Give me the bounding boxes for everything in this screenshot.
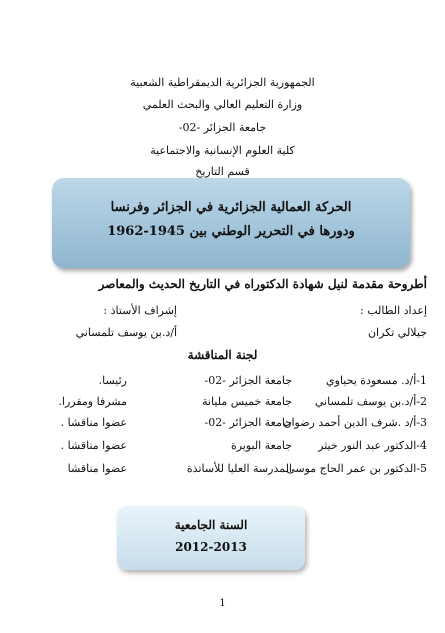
academic-year-label: السنة الجامعية [174, 518, 248, 532]
committee-row [20, 374, 427, 390]
member-name: 5-الدكتور بن عمر الحاج موسى [286, 462, 427, 475]
header-republic: الجمهورية الجزائرية الديمقراطية الشعبية [130, 76, 315, 89]
thesis-note: أطروحة مقدمة لنيل شهادة الدكتوراه في التاريخ الحديث والمعاصر [98, 277, 427, 291]
names-row [20, 326, 427, 342]
thesis-title-line2: ودورها في التحرير الوطني بين 1945-1962 [107, 224, 355, 239]
committee-row [20, 462, 427, 478]
thesis-title-line1: الحركة العمالية الجزائرية في الجزائر وفرنسا [110, 200, 352, 215]
academic-year-box [117, 506, 305, 570]
member-role: عضوا مناقشا . [60, 439, 127, 452]
page-number: 1 [219, 598, 226, 609]
member-university: جامعة الجزائر -02- [204, 374, 292, 387]
committee-row [20, 439, 427, 455]
academic-year-value: 2012-2013 [175, 540, 247, 554]
committee-row [20, 416, 427, 432]
member-name: 4-الدكتور عبد النور خيثر [318, 439, 427, 452]
member-university: جامعة خميس مليانة [202, 395, 292, 408]
header-department: قسم التاريخ [195, 165, 250, 178]
header-ministry: وزارة التعليم العالي والبحث العلمي [142, 98, 303, 111]
member-role: رئيسا. [98, 374, 127, 387]
prepared-by-label: إعداد الطالب : [360, 304, 427, 317]
student-name: جيلالي تكران [367, 326, 427, 339]
member-name: 3-أ/د .شرف الدين أحمد رضوان [283, 416, 427, 429]
member-role: مشرفا ومقررا. [58, 395, 127, 408]
member-name: 1-أ/د. مسعودة يحياوي [326, 374, 427, 387]
member-university: جامعة البويرة [230, 439, 292, 452]
supervisor-name: أ/د.بن يوسف تلمساني [75, 326, 177, 339]
labels-row [20, 304, 427, 320]
committee-title: لجنة المناقشة [187, 348, 258, 362]
member-role: عضوا مناقشا [67, 462, 127, 475]
thesis-title-box [52, 178, 410, 268]
member-role: عضوا مناقشا . [60, 416, 127, 429]
member-name: 2-أ/د.بن يوسف تلمساني [314, 395, 427, 408]
header-university: جامعة الجزائر -02- [178, 121, 267, 134]
committee-row [20, 395, 427, 411]
member-university: المدرسة العليا للأساتذة [186, 462, 292, 475]
header-faculty: كلية العلوم الإنسانية والاجتماعية [150, 144, 295, 157]
supervisor-label: إشراف الأستاذ : [103, 304, 177, 317]
member-university: جامعة الجزائر -02- [204, 416, 292, 429]
